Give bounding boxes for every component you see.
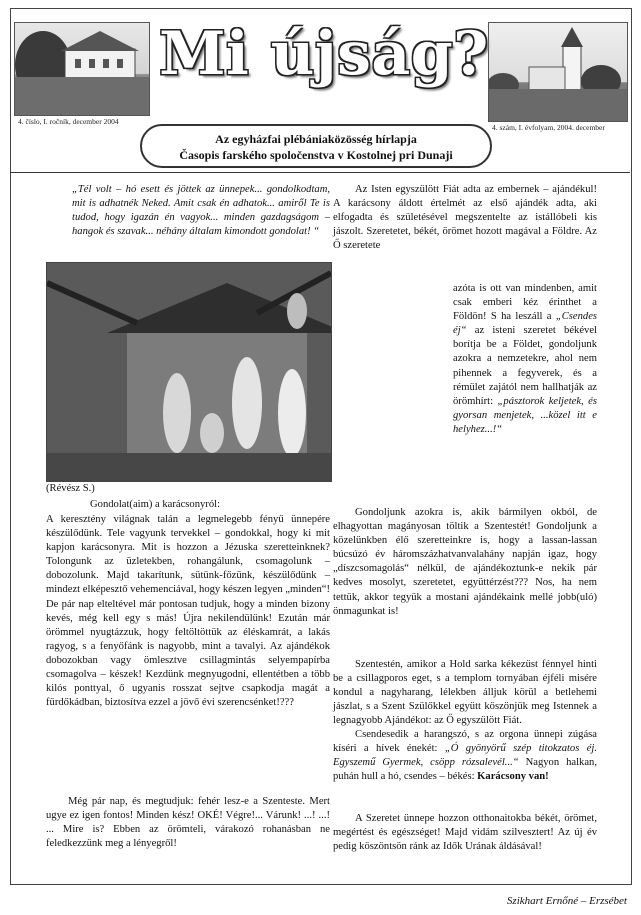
photo-caption: (Révész S.) <box>46 483 95 494</box>
nativity-scene-icon <box>47 263 331 481</box>
right-paragraph-1-narrow <box>453 282 597 437</box>
left-paragraph-2: Még pár nap, és megtudjuk: fehér lesz-e a Szenteste. Mert ugye ez igen fontos! Minden kész! OKÉ! Végre!... Várunk! ...! ...! ... Mire is? Ebben az örömteli, várakozó rohanásban ne feledkezzünk meg a lényegről! <box>46 796 330 850</box>
text-csendes-ej: „Csendes éj“ <box>453 311 598 337</box>
subtitle-banner <box>140 124 492 168</box>
right-paragraph-5: A Szeretet ünnepe hozzon otthonaitokba békét, örömet, megértést és egészséget! Majd vidám szilvesztert! Az új év pedig köszöntsön ránk az Idők Urának áldásával! <box>333 813 597 853</box>
issue-info-right: 4. szám, I. évfolyam, 2004. december <box>492 123 605 132</box>
text-harangszo: Csendesedik a harangszó, s az orgona ünnepi zúgása kíséri a hívek énekét: <box>333 729 597 755</box>
text-pasztorok: „pásztorok keljetek, és gyorsan menjetek, ...közel itt e helyhez...!“ <box>453 395 597 435</box>
masthead-title: Mi újság? <box>159 19 489 89</box>
header-rule <box>10 172 630 173</box>
text-karacsony-van: Karácsony van! <box>477 771 549 783</box>
right-paragraph-3: Szentestén, amikor a Hold sarka kékezüst fénnyel hinti be a csillagporos eget, s a templom tornyában éjféli misére kondul a nagyharang, lélekben álljuk körül a betlehemi jászlat, s a Szent Szülőkkel együtt köszönjük meg Istennek a legnagyobb Ajándékot: az Ő egyszülött Fiát. <box>333 659 597 727</box>
author-signature: Szikhart Ernőné – Erzsébet <box>506 895 627 907</box>
subtitle-slovak: Časopis farského spoločenstva v Kostolnej pri Dunaji <box>179 148 453 162</box>
right-paragraph-2: Gondoljunk azokra is, akik bármilyen okból, de elhagyottan magányosan töltik a Szentestét! Gondoljunk a közelünkben élő szeretteinkre is, hogy a lassan-lassan búcsúzó év háromszázhatvanvalahány napján igaz, hogy „díszcsomagolás“ nélkül, de ajándékoztunk-e nekik pár kedves mosolyt, szeretetet, együttérzést??? Nos, ha nem tettük, akkor tegyük a mostani ajándékaink mellé jobb(uló) önmagunkat is! <box>333 507 597 617</box>
church-building-left-icon <box>15 23 149 115</box>
right-paragraph-4 <box>333 728 597 784</box>
intro-quote: „Tél volt – hó esett és jöttek az ünnepek... gondolkodtam, mit is adhatnék Neked. Amit csak én adhatok... amiről Te is tudod, hogy igazán én vagyok... minden gazdagságom – hangok és szavak... néhány általam kimondott gondolat! “ <box>72 184 330 238</box>
left-heading: Gondolat(aim) a karácsonyról: <box>90 499 221 510</box>
subtitle-hungarian: Az egyházfai plébániaközösség hírlapja <box>215 132 417 146</box>
right-paragraph-1-wide: Az Isten egyszülött Fiát adta az embernek – ajándékul! A karácsony áldott értelmét az első ajándék adta, aki elfogadta és születésével megszentelte az istállóbeli kis jászolt. Szeretetet, békét, örömet hozott magával a Földre. Az Ő szeretete <box>333 184 597 252</box>
nativity-photo <box>46 262 332 482</box>
text-isteni-szeretet: az isteni szeretet békével borítja be a Földet, gondoljunk azokra a nemzetekre, ahol nem pihennek a fegyverek, és a rémület zajától nem hallhatják az örömhírt: <box>453 325 597 407</box>
church-tower-right-icon <box>489 23 627 121</box>
text-gyonyoru: „Ó gyönyörű szép titokzatos éj. Egyszemű Gyermek, csöpp rózsalevél...“ <box>333 743 598 769</box>
text-hull-a-ho: Nagyon halkan, puhán hull a hó, csendes – békés: <box>333 757 597 783</box>
issue-info-left: 4. číslo, I. ročník, december 2004 <box>18 117 119 126</box>
church-photo-left <box>14 22 150 116</box>
left-paragraph-1: A keresztény világnak talán a legmelegebb fényű ünnepére készülődünk. Tele vagyunk tervekkel – gondokkal, hogy ki mit kapjon karácsonyra. Mit is hozzon a Jézuska szeretteinknek? Tolongunk az üzletekben, rohangálunk, csomagolunk – dobozolunk. Majd takarítunk, sütünk-főzünk, készülődünk – mindezt elképesztő vehemenciával, hogy készen legyen „minden“! De pár nap elteltével már pontosan tudjuk, hogy a minden bizony kevés, még kell egy s más! Újra nekilendülünk! Ezután már örömmel nyugtázzuk, hogy feltöltöttük az éléskamrát, a lakás ragyog, s a fenyőfánk is nagyobb, mint a tavalyi. Az ajándékok dobozokban vagy ömlesztve csillagmintás selyempapírba csomagolva – készek! Kezdünk megnyugodni, ellentétben a több kilós ponttyal, ő ugyanis rosszat sejtve csapkodja magát a fürdőkádban, biztosítva ezzel a jövő évi szerencsénket!??? <box>46 514 330 709</box>
text-azota: azóta is ott van mindenben, amit csak emberi kéz érinthet a Földön! S ha leszáll a <box>453 283 597 323</box>
church-photo-right <box>488 22 628 122</box>
